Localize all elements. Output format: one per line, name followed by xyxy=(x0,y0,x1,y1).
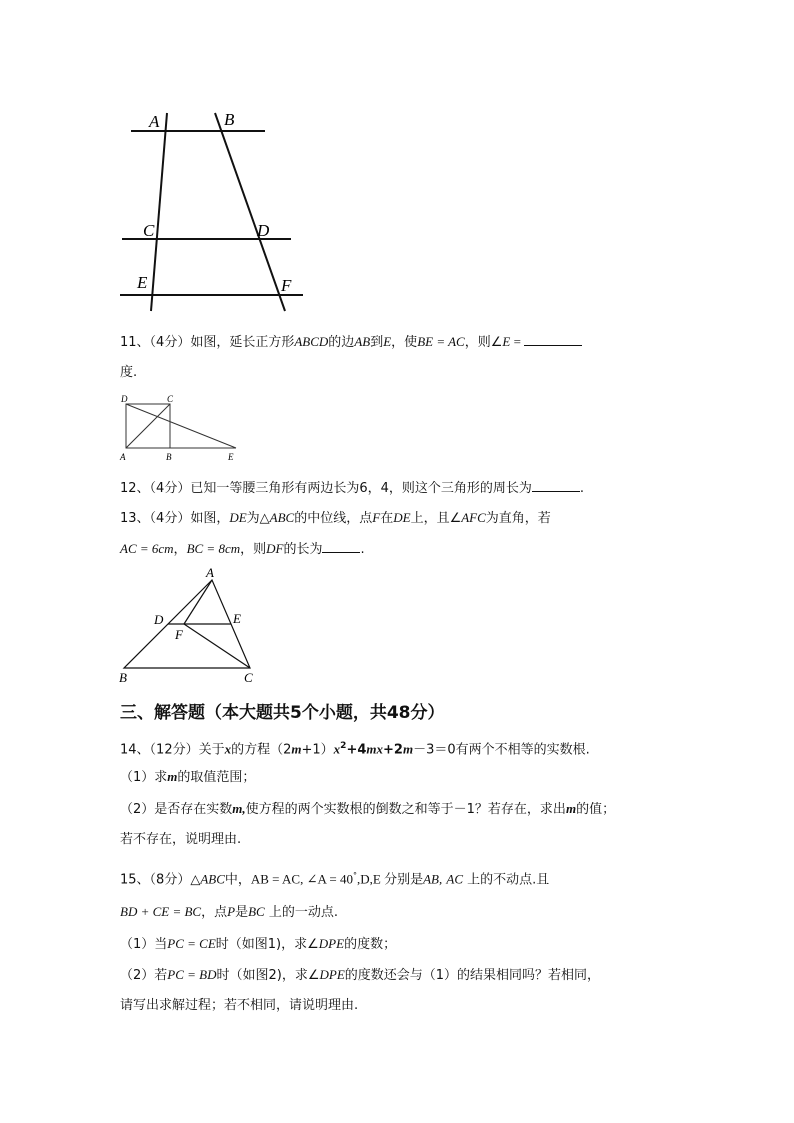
math-be-eq-ac: BE = AC xyxy=(417,334,465,349)
math-m: m, xyxy=(232,801,246,816)
label-D: D xyxy=(257,221,270,240)
q15-text: 15、（8分）△ xyxy=(120,872,201,888)
q13-text: 13、（4分）如图， xyxy=(120,511,230,526)
q14-text: －3＝0有两个不相等的实数根. xyxy=(413,742,590,758)
q13-text: 为直角，若 xyxy=(485,511,551,526)
answer-blank[interactable] xyxy=(322,540,360,553)
label-B: B xyxy=(224,110,235,129)
math-bc: BC xyxy=(248,904,265,919)
q14-text: （1）求 xyxy=(120,770,168,785)
q14-text: 若不存在，说明理由. xyxy=(120,832,242,847)
q15-text: 的度数还会与（1）的结果相同吗？若相同， xyxy=(344,968,601,983)
question-15-part1 xyxy=(120,935,396,954)
question-15-line2 xyxy=(120,903,338,922)
question-13 xyxy=(120,509,551,528)
q13-text: ， xyxy=(173,542,187,557)
math-m: m xyxy=(167,769,178,784)
q12-text: . xyxy=(579,481,584,496)
q11-text: 到 xyxy=(370,335,384,350)
math-abcd: ABCD xyxy=(294,334,329,349)
math-abc: ABC xyxy=(200,871,225,887)
answer-blank[interactable] xyxy=(532,479,580,492)
question-11 xyxy=(120,333,582,352)
label-C: C xyxy=(143,221,155,240)
math-superscript: 2 xyxy=(340,741,347,751)
q15-text: 时（如图2)，求∠ xyxy=(216,968,320,983)
q13-text: 的长为 xyxy=(283,542,323,557)
math-dpe: DPE xyxy=(319,967,345,982)
q14-text: 的方程（2 xyxy=(231,742,292,758)
label-A: A xyxy=(206,566,214,580)
question-12 xyxy=(120,479,584,498)
math-bd-ce-bc: BD + CE = BC xyxy=(120,904,202,919)
q14-text: 的取值范围； xyxy=(177,770,256,785)
q11-text: = xyxy=(510,334,525,349)
q15-text: ,D,E 分别是 xyxy=(357,871,424,887)
question-15-part2 xyxy=(120,966,600,985)
q11-text: 度. xyxy=(120,365,138,380)
q13-text: 的中位线，点 xyxy=(294,511,373,526)
q13-text: 在 xyxy=(380,511,394,526)
math-pc-bd: PC = BD xyxy=(167,967,217,982)
math-ac: AC = 6cm xyxy=(120,541,174,556)
math-x: x xyxy=(224,741,232,757)
math-ab: AB xyxy=(354,334,371,349)
math-p: P xyxy=(227,904,236,919)
q13-text: ，则 xyxy=(240,542,267,557)
q15-text: （2）若 xyxy=(120,968,168,983)
q11-text: 如图，延长正方形 xyxy=(190,335,295,350)
q12-text: 12、（4分）已知一等腰三角形有两边长为6，4，则这个三角形的周长为 xyxy=(120,481,532,496)
question-14 xyxy=(120,737,590,759)
label-C: C xyxy=(167,394,174,404)
q15-text: （1）当 xyxy=(120,937,168,952)
math-m: m xyxy=(291,741,302,757)
q15-text: 时（如图1)，求∠ xyxy=(215,937,319,952)
q14-text: 使方程的两个实数根的倒数之和等于－1？若存在，求出 xyxy=(245,802,566,817)
math-e: E xyxy=(383,334,392,349)
label-A: A xyxy=(120,452,126,462)
math-f: F xyxy=(372,510,381,525)
label-A: A xyxy=(149,112,160,131)
q11-text: 的边 xyxy=(328,335,355,350)
q13-text: 为△ xyxy=(246,511,270,526)
label-D: D xyxy=(154,612,164,627)
q15-text: 上的不动点.且 xyxy=(463,872,550,888)
math-mx: mx xyxy=(366,741,384,757)
q11-text: ，使 xyxy=(391,335,418,350)
q14-text: +1） xyxy=(301,742,334,758)
q13-text: . xyxy=(360,542,365,557)
math-ac: AC xyxy=(446,871,464,887)
label-F: F xyxy=(281,276,292,295)
math-bc: BC = 8cm xyxy=(186,541,241,556)
math-ab: AB, xyxy=(423,871,443,887)
math-afc: AFC xyxy=(461,510,486,525)
label-B: B xyxy=(119,670,127,685)
math-df: DF xyxy=(266,541,284,556)
question-15 xyxy=(120,867,549,889)
math-x: x xyxy=(333,741,341,757)
label-E: E xyxy=(228,452,234,462)
math-de: DE xyxy=(229,510,247,525)
q15-text: 请写出求解过程；若不相同，请说明理由. xyxy=(120,998,359,1013)
q14-text: +4 xyxy=(346,742,367,758)
question-score: （4分） xyxy=(149,335,191,350)
figure-triangle-midline xyxy=(116,566,266,686)
label-E: E xyxy=(233,611,241,626)
label-C: C xyxy=(244,670,253,685)
q13-text: 上，且∠ xyxy=(410,511,462,526)
figure-square-extension xyxy=(116,392,246,464)
math-de: DE xyxy=(393,510,411,525)
math-abc: ABC xyxy=(269,510,295,525)
label-E: E xyxy=(137,273,148,292)
q11-text: ，则∠ xyxy=(464,335,503,350)
q14-text: +2 xyxy=(383,742,403,758)
question-14-part1 xyxy=(120,768,255,787)
q15-text: ，点 xyxy=(201,905,228,920)
question-14-part2-line2 xyxy=(120,831,241,849)
question-13-line2 xyxy=(120,540,365,559)
math-e: E xyxy=(502,334,511,349)
question-15-part2-line2 xyxy=(120,997,358,1015)
q14-text: 的值； xyxy=(576,802,616,817)
answer-blank[interactable] xyxy=(524,333,582,346)
q15-text: 中，AB = AC, ∠A = 40 xyxy=(224,871,354,887)
question-14-part2 xyxy=(120,800,615,819)
question-number: 11、 xyxy=(120,335,150,350)
math-dpe: DPE xyxy=(318,936,345,951)
label-F: F xyxy=(175,627,183,642)
q15-text: 上的一动点. xyxy=(264,905,338,920)
figure-parallel-lines xyxy=(115,105,315,315)
section-title: 三、解答题（本大题共5个小题，共48分） xyxy=(120,703,445,723)
label-D: D xyxy=(121,394,128,404)
question-11-line2 xyxy=(120,364,137,382)
q15-text: 的度数； xyxy=(344,937,397,952)
q14-text: （2）是否存在实数 xyxy=(120,802,233,817)
math-pc-ce: PC = CE xyxy=(167,936,216,951)
math-degree: ° xyxy=(353,871,358,880)
math-m: m xyxy=(565,801,577,816)
label-B: B xyxy=(166,452,172,462)
q14-text: 14、（12分）关于 xyxy=(120,742,225,758)
q15-text: 是 xyxy=(235,905,249,920)
math-m: m xyxy=(402,741,414,757)
